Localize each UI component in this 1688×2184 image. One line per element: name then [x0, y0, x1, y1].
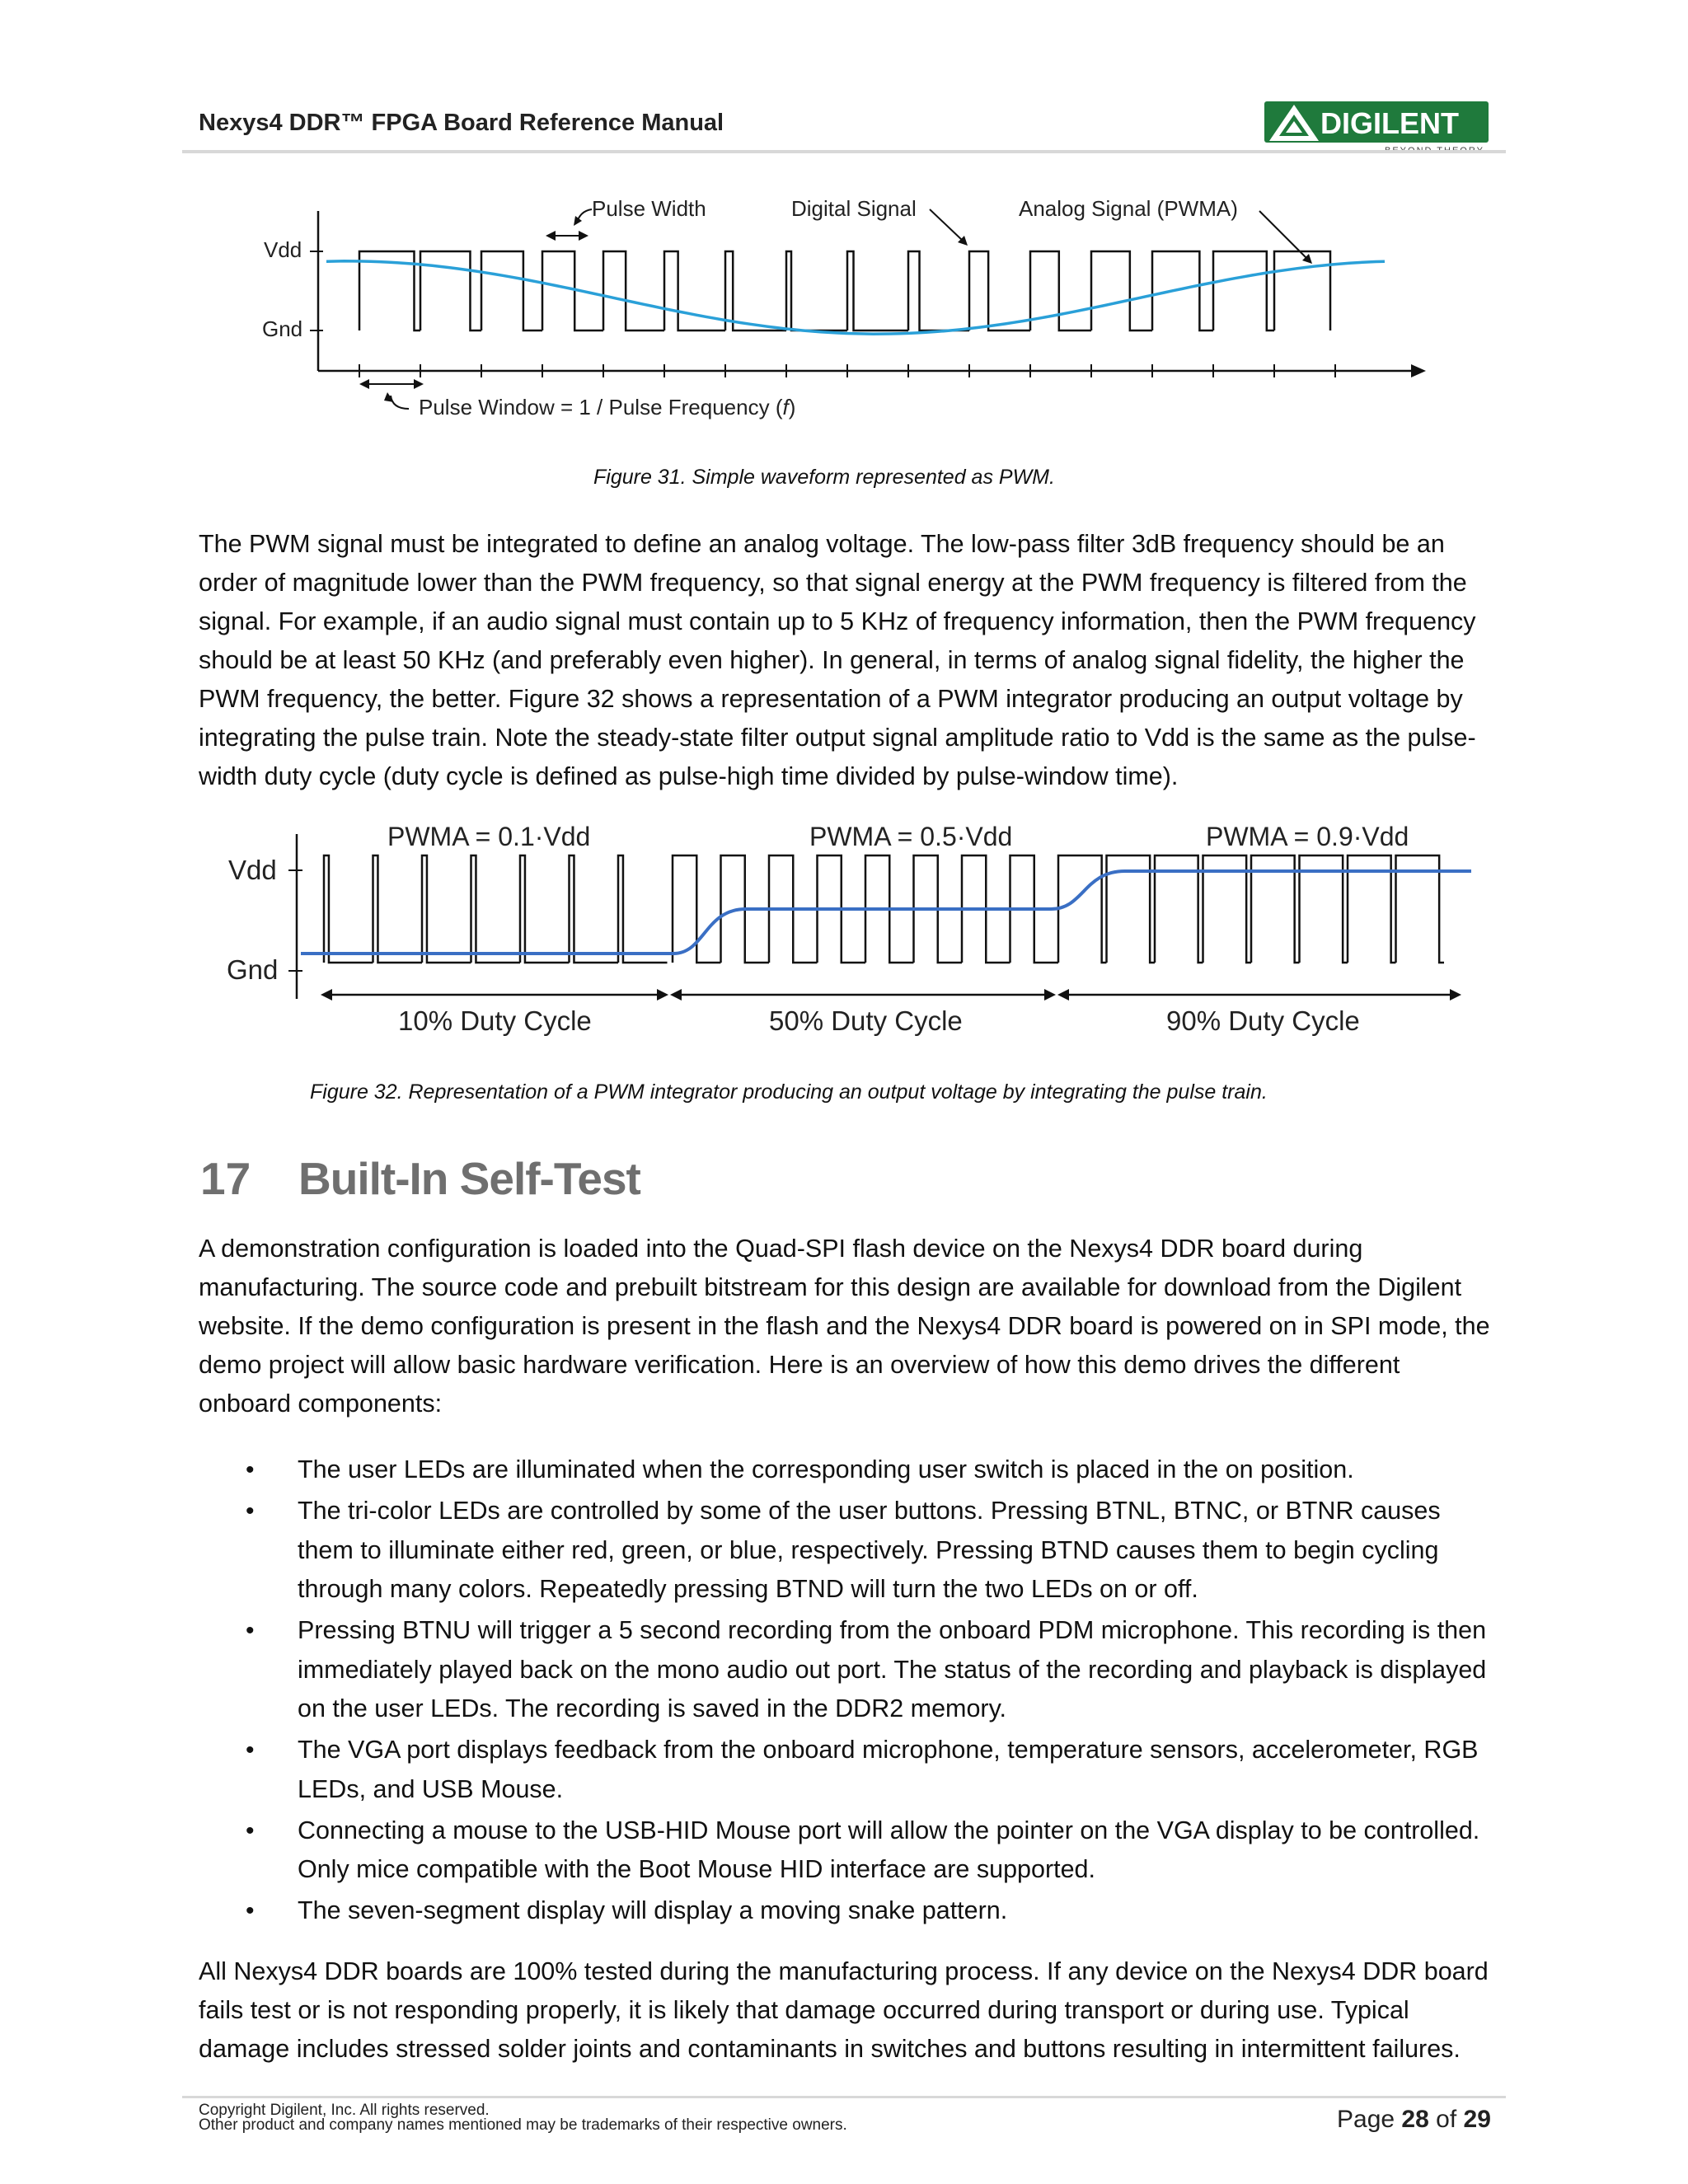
list-item: • Pressing BTNU will trigger a 5 second recording from the onboard PDM microphone. This recording is then immediately played back on the mono audio out port. The status of the recording and playback is displayed on the user LEDs. The recording is saved in the DDR2 memory.	[199, 1611, 1493, 1729]
section-closing: All Nexys4 DDR boards are 100% tested during the manufacturing process. If any device on the Nexys4 DDR board fails test or is not responding properly, it is likely that damage occurred during transport or during use. Typical damage includes stressed solder joints and contaminants in switches and buttons resulting in intermittent failures.	[199, 1957, 1489, 2063]
figure-32-caption: Figure 32. Representation of a PWM integrator producing an output voltage by integrating the pulse train.	[310, 1080, 1268, 1104]
bullet-icon: •	[246, 1456, 255, 1483]
list-item: • The user LEDs are illuminated when the corresponding user switch is placed in the on position.	[199, 1451, 1493, 1490]
bullet-icon: •	[246, 1897, 255, 1924]
section-title: Built-In Self-Test	[298, 1153, 640, 1204]
digilent-logo	[1261, 98, 1492, 156]
figure-31-caption: Figure 31. Simple waveform represented as PWM.	[593, 466, 1055, 489]
f32-gnd-label: Gnd	[227, 954, 279, 985]
bullet-icon: •	[246, 1736, 255, 1764]
f32-pwma-01-label: PWMA = 0.1·Vdd	[387, 822, 591, 851]
f31-pulse-path	[359, 251, 1330, 330]
bullet-icon: •	[246, 1617, 255, 1644]
list-item: • The tri-color LEDs are controlled by some of the user buttons. Pressing BTNL, BTNC, or BTNR causes them to illuminate either red, green, or blue, respectively. Pressing BTND causes them to begin cycling through many colors. Repeatedly pressing BTND will turn the two LEDs on or off.	[199, 1492, 1493, 1610]
f32-duty-90-label: 90% Duty Cycle	[1166, 1005, 1360, 1036]
figure-31-pwm-waveform	[247, 190, 1451, 429]
paragraph-pwm-integration: The PWM signal must be integrated to define an analog voltage. The low-pass filter 3dB frequency should be an order of magnitude lower than the PWM frequency, so that signal energy at the PWM frequency is filtered from the signal. For example, if an audio signal must contain up to 5 KHz of frequency information, then the PWM frequency should be at least 50 KHz (and preferably even higher). In general, in terms of analog signal fidelity, the higher the PWM frequency, the better. Figure 32 shows a representation of a PWM integrator producing an output voltage by integrating the pulse train. Note the steady-state filter output signal amplitude ratio to Vdd is the same as the pulse-width duty cycle (duty cycle is defined as pulse-high time divided by pulse-window time).	[199, 530, 1476, 790]
f32-pwma-09-label: PWMA = 0.9·Vdd	[1206, 822, 1409, 851]
list-item: • Connecting a mouse to the USB-HID Mouse port will allow the pointer on the VGA display to be controlled. Only mice compatible with the Boot Mouse HID interface are supported.	[199, 1811, 1493, 1890]
header-title: Nexys4 DDR™ FPGA Board Reference Manual	[199, 110, 724, 136]
footer-copyright: Copyright Digilent, Inc. All rights reserved.	[199, 2102, 490, 2119]
section-intro: A demonstration configuration is loaded into the Quad-SPI flash device on the Nexys4 DDR board during manufacturing. The source code and prebuilt bitstream for this design are available for download from the Digilent website. If the demo configuration is present in the flash and the Nexys4 DDR board is powered on in SPI mode, the demo project will allow basic hardware verification. Here is an overview of how this demo drives the different onboard components:	[199, 1235, 1490, 1418]
bullet-icon: •	[246, 1816, 255, 1844]
f31-digital-signal	[359, 251, 1330, 330]
f31-pulse-width-label: Pulse Width	[592, 196, 706, 221]
logo-text: DIGILENT	[1320, 106, 1459, 140]
list-item: • The seven-segment display will display a moving snake pattern.	[199, 1891, 1493, 1931]
f32-pwma-05-label: PWMA = 0.5·Vdd	[809, 822, 1013, 851]
figure-32-pwm-integrator	[218, 816, 1479, 1047]
f32-duty-10-label: 10% Duty Cycle	[398, 1005, 592, 1036]
bullet-icon: •	[246, 1497, 255, 1525]
f31-digital-signal-label: Digital Signal	[791, 196, 917, 221]
f31-vdd-label: Vdd	[264, 237, 302, 262]
f32-duty-50-label: 50% Duty Cycle	[769, 1005, 963, 1036]
header-divider	[182, 150, 1506, 153]
list-item: • The VGA port displays feedback from the onboard microphone, temperature sensors, accelerometer, RGB LEDs, and USB Mouse.	[199, 1731, 1493, 1809]
demo-feature-list	[199, 1451, 1493, 1933]
f31-pulse-window-label: Pulse Window = 1 / Pulse Frequency (f)	[419, 395, 796, 419]
f31-analog-curve	[326, 261, 1385, 334]
page-number: Page 28 of 29	[1337, 2106, 1491, 2133]
f31-gnd-label: Gnd	[262, 316, 303, 341]
section-number: 17	[200, 1153, 251, 1204]
footer-divider	[182, 2096, 1506, 2098]
f31-analog-signal-label: Analog Signal (PWMA)	[1019, 196, 1238, 221]
f32-vdd-label: Vdd	[228, 855, 277, 885]
footer-trademarks: Other product and company names mentioned may be trademarks of their respective owners.	[199, 2116, 847, 2134]
